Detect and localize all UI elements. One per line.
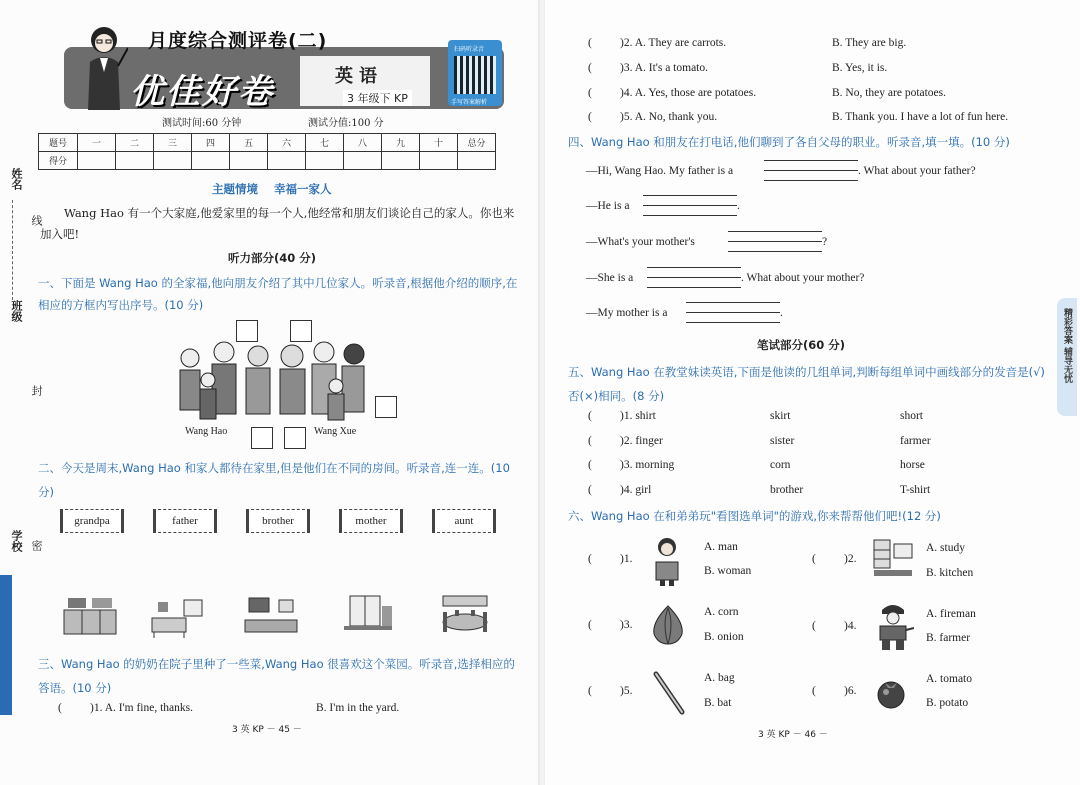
q5-item-4-w3: T-shirt	[900, 484, 931, 496]
q4-line-4-pre: —She is a	[586, 272, 634, 284]
q5-item-4-w2: brother	[770, 484, 804, 496]
q3-item-2-a: )2. A. They are carrots.	[620, 37, 727, 49]
score-cell: 八	[344, 134, 382, 152]
word-card-mother[interactable]: mother	[339, 509, 403, 533]
q6-item-2-a: A. study	[926, 542, 965, 554]
q6-item-6: )6.	[844, 685, 857, 697]
q6-item-3-a: A. corn	[704, 606, 739, 618]
writing-line[interactable]	[686, 302, 780, 303]
q3-item-4-a: )4. A. Yes, those are potatoes.	[620, 87, 757, 99]
answer-box[interactable]	[375, 396, 397, 418]
side-label-seal: 封	[30, 385, 43, 396]
q6-item-1-b: B. woman	[704, 565, 752, 577]
word-card-brother[interactable]: brother	[246, 509, 310, 533]
score-input[interactable]	[344, 152, 382, 170]
bedroom-picture[interactable]	[150, 592, 206, 640]
listening-heading: 听力部分(40 分)	[228, 251, 317, 265]
score-input[interactable]	[382, 152, 420, 170]
writing-line[interactable]	[643, 215, 737, 216]
q6-paren[interactable]: (	[812, 553, 816, 565]
q5-item-3-w2: corn	[770, 459, 791, 471]
score-cell: 六	[268, 134, 306, 152]
score-cell: 五	[230, 134, 268, 152]
writing-line[interactable]	[728, 241, 822, 242]
q5-paren[interactable]: (	[588, 435, 592, 447]
writing-line[interactable]	[647, 277, 741, 278]
intro-text: Wang Hao 有一个大家庭,他爱家里的每一个人,他经常和朋友们谈论自己的家人。你也来加入吧!	[40, 206, 515, 241]
q6-paren[interactable]: (	[812, 620, 816, 632]
score-input[interactable]	[78, 152, 116, 170]
score-cell: 十	[420, 134, 458, 152]
side-label-secret: 密	[30, 540, 43, 551]
question-6: 六、Wang Hao 在和弟弟玩"看图选单词"的游戏,你来帮帮他们吧!(12 分)	[568, 509, 941, 523]
q4-line-1-pre: —Hi, Wang Hao. My father is a	[586, 165, 734, 177]
q5-item-2: )2. finger	[620, 435, 663, 447]
teacher-illustration	[82, 22, 128, 110]
q6-item-1-a: A. man	[704, 541, 738, 553]
qr-code-icon[interactable]	[454, 56, 496, 94]
dining-room-picture[interactable]	[437, 592, 493, 640]
woman-picture	[652, 536, 682, 590]
q6-item-5-b: B. bat	[704, 697, 732, 709]
q6-item-5: )5.	[620, 685, 633, 697]
q3-item-2-b: B. They are big.	[832, 37, 907, 49]
q3-item-1-a: )1. A. I'm fine, thanks.	[90, 702, 194, 714]
score-input[interactable]	[230, 152, 268, 170]
writing-line[interactable]	[686, 312, 780, 313]
q4-line-5-post: .	[780, 307, 783, 319]
q6-item-1: )1.	[620, 553, 633, 565]
q4-line-2-post: .	[737, 200, 740, 212]
theme-heading: 主题情境 幸福一家人	[212, 182, 332, 196]
score-input[interactable]	[192, 152, 230, 170]
grade-label: 3 年级下 KP	[343, 90, 412, 106]
q4-line-5-pre: —My mother is a	[586, 307, 668, 319]
q6-item-3: )3.	[620, 619, 633, 631]
score-table-score-row	[39, 152, 496, 170]
q3-item-5-a: )5. A. No, thank you.	[620, 111, 718, 123]
q5-item-2-w2: sister	[770, 435, 795, 447]
writing-line[interactable]	[643, 205, 737, 206]
q3-paren[interactable]: (	[588, 62, 592, 74]
cut-line	[12, 200, 13, 300]
family-photo	[176, 338, 366, 424]
writing-line[interactable]	[728, 251, 822, 252]
score-cell: 九	[382, 134, 420, 152]
score-cell: 题号	[39, 134, 78, 152]
score-cell: 一	[78, 134, 116, 152]
question-4: 四、Wang Hao 和朋友在打电话,他们聊到了各自父母的职业。听录音,填一填。(10 分)	[568, 135, 1010, 149]
question-1: 一、下面是 Wang Hao 的全家福,他向朋友介绍了其中几位家人。听录音,根据他介绍的顺序,在相应的方框内写出序号。(10 分)	[38, 276, 518, 312]
q6-paren[interactable]: (	[588, 553, 592, 565]
q5-item-1-w3: short	[900, 410, 923, 422]
subject-label: 英语	[335, 66, 383, 87]
test-score: 测试分值:100 分	[308, 118, 384, 129]
q5-item-4: )4. girl	[620, 484, 652, 496]
q6-item-5-a: A. bag	[704, 672, 735, 684]
score-cell: 二	[116, 134, 154, 152]
q5-paren[interactable]: (	[588, 410, 592, 422]
q4-line-2-pre: —He is a	[586, 200, 630, 212]
score-cell: 总分	[458, 134, 496, 152]
test-time: 测试时间:60 分钟	[162, 118, 242, 129]
q5-item-3-w3: horse	[900, 459, 925, 471]
page-number-right: 3 英 KP － 46 －	[758, 730, 828, 740]
word-card-grandpa[interactable]: grandpa	[60, 509, 124, 533]
score-input[interactable]	[420, 152, 458, 170]
binding-strip	[0, 575, 12, 715]
score-cell: 三	[154, 134, 192, 152]
question-3: 三、Wang Hao 的奶奶在院子里种了一些菜,Wang Hao 很喜欢这个菜园。听录音,选择相应的答语。(10 分)	[38, 657, 515, 695]
side-label-school: 学校	[10, 530, 23, 552]
score-cell: 四	[192, 134, 230, 152]
q5-paren[interactable]: (	[588, 484, 592, 496]
fireman-picture	[872, 600, 914, 654]
word-card-father[interactable]: father	[153, 509, 217, 533]
q3-paren[interactable]: (	[588, 37, 592, 49]
question-5: 五、Wang Hao 在教堂妹读英语,下面是他读的几组单词,判断每组单词中画线部分的发音是(√)否(×)相同。(8 分)	[568, 365, 1045, 403]
answer-box[interactable]	[251, 427, 273, 449]
onion-picture	[648, 604, 688, 650]
answer-box[interactable]	[236, 320, 258, 342]
score-input[interactable]	[306, 152, 344, 170]
q6-item-6-b: B. potato	[926, 697, 969, 709]
q3-item-4-b: B. No, they are potatoes.	[832, 87, 947, 99]
q6-item-4-a: A. fireman	[926, 608, 976, 620]
q4-line-1-post: . What about your father?	[858, 165, 976, 177]
writing-line[interactable]	[686, 322, 780, 323]
answer-box[interactable]	[284, 427, 306, 449]
answer-tab-label: 精彩答案 辅导无忧	[1062, 308, 1072, 384]
score-input[interactable]	[154, 152, 192, 170]
tomato-picture	[874, 676, 908, 714]
qr-caption-top: 扫码听录音	[454, 46, 485, 53]
q3-paren[interactable]: (	[588, 87, 592, 99]
score-cell: 得分	[39, 152, 78, 170]
q6-item-2: )2.	[844, 553, 857, 565]
side-label-class: 班级	[10, 300, 23, 322]
score-table	[38, 133, 496, 170]
score-input[interactable]	[458, 152, 496, 170]
q5-item-3: )3. morning	[620, 459, 675, 471]
writing-line[interactable]	[643, 195, 737, 196]
page-number-left: 3 英 KP － 45 －	[232, 725, 302, 735]
score-input[interactable]	[116, 152, 154, 170]
q6-item-4: )4.	[844, 620, 857, 632]
kitchen-picture[interactable]	[62, 592, 118, 640]
q5-item-1: )1. shirt	[620, 410, 656, 422]
q3-item-1-b: B. I'm in the yard.	[316, 702, 400, 714]
score-cell: 七	[306, 134, 344, 152]
side-label-name: 姓名	[10, 168, 23, 190]
family-label-wang-xue: Wang Xue	[314, 426, 357, 437]
writing-line[interactable]	[764, 160, 858, 161]
q6-paren[interactable]: (	[812, 685, 816, 697]
writing-line[interactable]	[728, 231, 822, 232]
study-room-picture	[872, 538, 914, 586]
q3-item-3-b: B. Yes, it is.	[832, 62, 888, 74]
answer-box[interactable]	[290, 320, 312, 342]
q3-item-5-b: B. Thank you. I have a lot of fun here.	[832, 111, 1009, 123]
side-label-line: 线	[30, 215, 43, 226]
word-card-aunt[interactable]: aunt	[432, 509, 496, 533]
q5-item-1-w2: skirt	[770, 410, 791, 422]
q3-paren[interactable]: (	[58, 702, 62, 714]
q6-item-4-b: B. farmer	[926, 632, 971, 644]
brand-logo: 优佳好卷	[130, 72, 274, 112]
q4-line-4-post: . What about your mother?	[741, 272, 865, 284]
q6-item-2-b: B. kitchen	[926, 567, 974, 579]
answer-tab[interactable]	[1057, 298, 1077, 416]
q4-line-3-post: ?	[822, 236, 828, 248]
paper-title: 月度综合测评卷(二)	[148, 30, 328, 52]
q6-item-3-b: B. onion	[704, 631, 744, 643]
qr-caption-bottom: 手写答案解析	[451, 99, 488, 106]
writing-line[interactable]	[647, 287, 741, 288]
q6-paren[interactable]: (	[588, 685, 592, 697]
writing-line[interactable]	[764, 180, 858, 181]
q6-paren[interactable]: (	[588, 619, 592, 631]
written-heading: 笔试部分(60 分)	[757, 338, 846, 352]
writing-line[interactable]	[764, 170, 858, 171]
q3-paren[interactable]: (	[588, 111, 592, 123]
score-input[interactable]	[268, 152, 306, 170]
question-2: 二、今天是周末,Wang Hao 和家人都待在家里,但是他们在不同的房间。听录音,连一连。(10 分)	[38, 461, 510, 499]
bat-picture	[652, 670, 686, 720]
family-label-wang-hao: Wang Hao	[185, 426, 228, 437]
study-picture[interactable]	[340, 592, 396, 640]
q5-item-2-w3: farmer	[900, 435, 931, 447]
q6-item-6-a: A. tomato	[926, 673, 972, 685]
q4-line-3-pre: —What's your mother's	[586, 236, 695, 248]
q3-item-3-a: )3. A. It's a tomato.	[620, 62, 708, 74]
q5-paren[interactable]: (	[588, 459, 592, 471]
writing-line[interactable]	[647, 267, 741, 268]
living-room-picture[interactable]	[243, 592, 299, 640]
score-table-header-row	[39, 134, 496, 152]
